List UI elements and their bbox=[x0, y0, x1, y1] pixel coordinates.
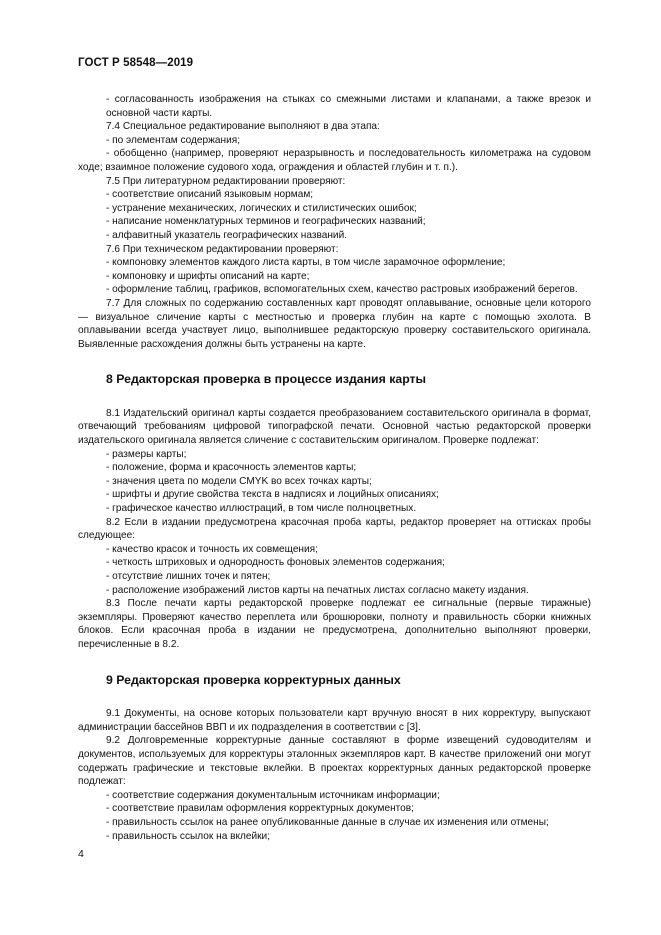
list-item: - значения цвета по модели CMYK во всех точках карты; bbox=[106, 475, 372, 487]
list-item: - компоновку элементов каждого листа карты, в том числе зарамочное оформление; bbox=[106, 257, 506, 269]
paragraph: 9.2 Долговременные корректурные данные составляют в форме извещений судоводителям и документов, используемых для корректуры эталонных экземпляров карт. В качестве приложений они могут содержать графические и текстовые вклейки. В проектах корректурных данных редакторской проверке подлежат: bbox=[78, 735, 591, 788]
paragraph: 7.6 При техническом редактировании проверяют: bbox=[106, 243, 339, 255]
list-item: - соответствие описаний языковым нормам; bbox=[106, 189, 314, 201]
page-number: 4 bbox=[78, 848, 84, 860]
list-item: - по элементам содержания; bbox=[106, 134, 240, 146]
list-item: - оформление таблиц, графиков, вспомогательных схем, качество растровых изображений берегов. bbox=[106, 284, 578, 296]
list-item: - правильность ссылок на ранее опубликованные данные в случае их изменения или отмены; bbox=[106, 816, 549, 828]
list-item: - отсутствие лишних точек и пятен; bbox=[106, 571, 271, 582]
document-header: ГОСТ Р 58548—2019 bbox=[78, 57, 194, 69]
paragraph: 8.3 После печати карты редакторской проверке подлежат ее сигнальные (первые тиражные) экземпляры. Проверяют качество переплета или брошюровки, полноту и правильность сборки книжных блоков. Если красочная проба в издании не предусмотрена, дополнительно выполняют проверки, перечисленные в 8.2. bbox=[78, 598, 591, 650]
list-item: - правильность ссылок на вклейки; bbox=[106, 830, 270, 842]
list-item: - расположение изображений листов карты на печатных листах согласно макету издания. bbox=[106, 584, 529, 596]
section-heading: 9 Редакторская проверка корректурных данных bbox=[106, 672, 401, 687]
paragraph: 8.2 Если в издании предусмотрена красочная проба карты, редактор проверяет на оттисках пробы следующее: bbox=[78, 516, 591, 542]
list-item: - четкость штриховых и однородность фоновых элементов содержания; bbox=[106, 557, 445, 569]
list-item: - размеры карты; bbox=[106, 448, 187, 460]
list-item: - алфавитный указатель географических названий. bbox=[106, 229, 348, 241]
list-item: - соответствие содержания документальным источникам информации; bbox=[106, 789, 440, 801]
list-item: - компоновку и шрифты описаний на карте; bbox=[106, 270, 310, 282]
list-item: - графическое качество иллюстраций, в том числе полноцветных. bbox=[106, 503, 417, 515]
paragraph: 8.1 Издательский оригинал карты создается преобразованием составительского оригинала в формат, отвечающий требованиям цифровой типографской печати. Основной частью редакторской проверки издательского оригинала является сличение с составительским оригиналом. Проверке подлежат: bbox=[78, 407, 591, 447]
list-item: - соответствие правилам оформления корректурных документов; bbox=[106, 803, 414, 815]
section-heading: 8 Редакторская проверка в процессе издания карты bbox=[106, 372, 427, 387]
list-item: - согласованность изображения на стыках со смежными листами и клапанами, а также врезок и основной части карты. bbox=[106, 94, 591, 119]
document-body bbox=[78, 93, 591, 843]
paragraph: 7.4 Специальное редактирование выполняют в два этапа: bbox=[106, 121, 380, 133]
paragraph: 7.5 При литературном редактировании проверяют: bbox=[106, 175, 346, 187]
list-item: - положение, форма и красочность элементов карты; bbox=[106, 462, 357, 474]
paragraph: 9.1 Документы, на основе которых пользователи карт вручную вносят в них корректуру, выпускают администрации бассейнов ВВП и их подразделения в соответствии с [3]. bbox=[78, 708, 591, 733]
list-item: - написание номенклатурных терминов и географических названий; bbox=[106, 216, 426, 228]
list-item: - шрифты и другие свойства текста в надписях и лоцийных описаниях; bbox=[106, 489, 439, 501]
list-item: - качество красок и точность их совмещения; bbox=[106, 543, 318, 555]
paragraph: 7.7 Для сложных по содержанию составленных карт проводят оплавывание, основные цели которого — визуальное сличение карты с местностью и проверка глубин на карте с помощью эхолота. В оплавывании всегда участвует лицо, выполнившее редакторскую проверку составительского оригинала. Выявленные расхождения должны быть устранены на карте. bbox=[78, 297, 591, 350]
list-item: - обобщенно (например, проверяют неразрывность и последовательность километража на судовом ходе; взаимное положение судового хода, ограждения и областей глубин и т. п.). bbox=[78, 148, 591, 173]
list-item: - устранение механических, логических и стилистических ошибок; bbox=[106, 202, 417, 214]
